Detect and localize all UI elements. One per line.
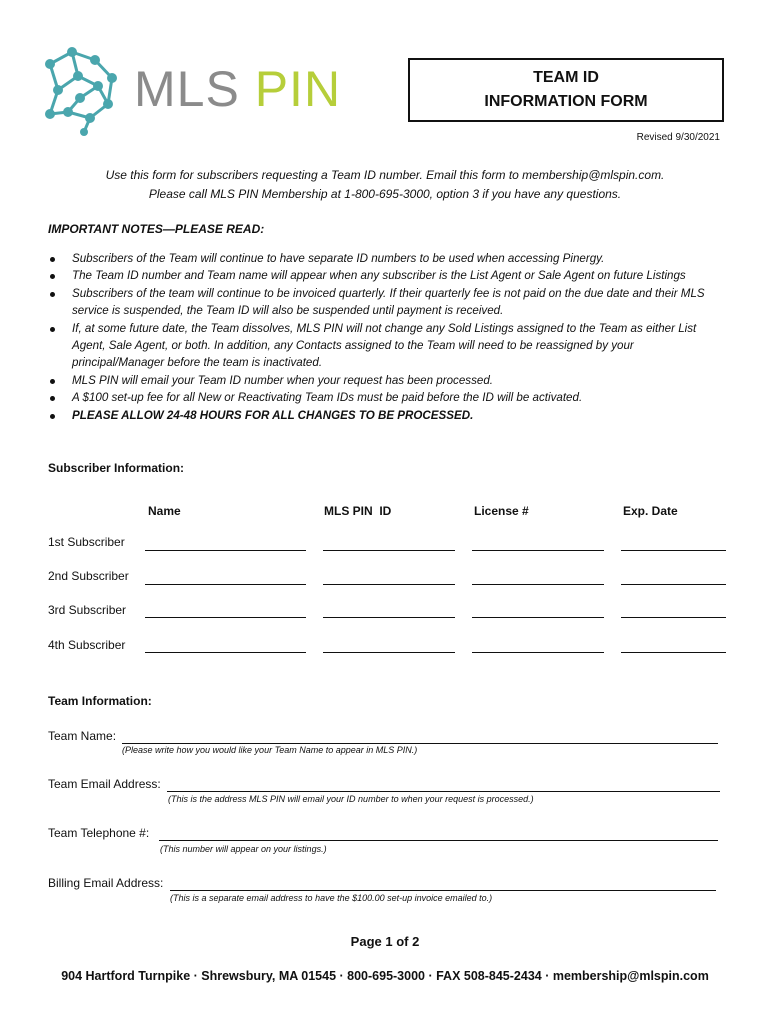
subscriber-4-license-field[interactable] [472,652,604,653]
subscriber-row-label: 1st Subscriber [48,535,125,549]
subscriber-row-label: 4th Subscriber [48,638,126,652]
team-name-hint: (Please write how you would like your Team Name to appear in MLS PIN.) [122,745,418,755]
subscriber-4-exp-date-field[interactable] [621,652,726,653]
note-item: Subscribers of the Team will continue to have separate ID numbers to be used when accessing Pinergy. [48,250,728,267]
logo-wordmark [134,60,341,118]
billing-email-hint: (This is a separate email address to have the $100.00 set-up invoice emailed to.) [170,893,493,903]
column-header-license: License # [474,504,529,518]
logo-pin-text: PIN [239,61,342,117]
subscriber-3-license-field[interactable] [472,617,604,618]
note-item: MLS PIN will email your Team ID number when your request has been processed. [48,372,728,389]
subscriber-2-mls-id-field[interactable] [323,584,455,585]
subscriber-3-exp-date-field[interactable] [621,617,726,618]
subscriber-1-name-field[interactable] [145,550,306,551]
notes-heading: IMPORTANT NOTES—PLEASE READ: [48,222,265,236]
subscriber-3-mls-id-field[interactable] [323,617,455,618]
form-title-line2: INFORMATION FORM [484,93,648,110]
column-header-exp-date: Exp. Date [623,504,678,518]
team-info-heading: Team Information: [48,694,152,708]
team-email-field[interactable] [167,791,720,792]
logo-mls-text: MLS [134,61,240,117]
subscriber-4-name-field[interactable] [145,652,306,653]
subscriber-2-license-field[interactable] [472,584,604,585]
column-header-mls-pin-id: MLS PIN ID [324,504,392,518]
column-header-name: Name [148,504,181,518]
note-item: Subscribers of the team will continue to be invoiced quarterly. If their quarterly fee is not paid on the due date and their MLS service is suspended, the Team ID will also be suspended until payment is received. [48,285,728,320]
bullet-icon [50,379,55,384]
team-name-field[interactable] [122,743,718,744]
team-email-hint: (This is the address MLS PIN will email your ID number to when your request is processed.) [168,794,534,804]
team-name-label: Team Name: [48,729,117,743]
subscriber-row-label: 3rd Subscriber [48,603,127,617]
intro-line-2: Please call MLS PIN Membership at 1-800-695-3000, option 3 if you have any questions. [148,187,622,201]
subscriber-row-label: 2nd Subscriber [48,569,129,583]
subscriber-1-mls-id-field[interactable] [323,550,455,551]
footer-contact: 904 Hartford Turnpike · Shrewsbury, MA 01545 · 800-695-3000 · FAX 508-845-2434 · membership@mlspin.com [61,969,709,983]
subscriber-4-mls-id-field[interactable] [323,652,455,653]
bullet-icon [50,274,55,279]
billing-email-field[interactable] [170,890,716,891]
billing-email-label: Billing Email Address: [48,876,164,890]
subscriber-3-name-field[interactable] [145,617,306,618]
note-item: A $100 set-up fee for all New or Reactivating Team IDs must be paid before the ID will be activated. [48,389,728,406]
team-phone-label: Team Telephone #: [48,826,150,840]
subscriber-1-exp-date-field[interactable] [621,550,726,551]
intro-line-1: Use this form for subscribers requesting a Team ID number. Email this form to membership@mlspin.com. [105,168,665,182]
bullet-icon [50,396,55,401]
note-item: PLEASE ALLOW 24-48 HOURS FOR ALL CHANGES TO BE PROCESSED. [48,407,728,424]
bullet-icon [50,257,55,262]
team-email-label: Team Email Address: [48,777,161,791]
bullet-icon [50,292,55,297]
intro-text [0,166,770,204]
subscriber-1-license-field[interactable] [472,550,604,551]
bullet-icon [50,327,55,332]
note-item: If, at some future date, the Team dissolves, MLS PIN will not change any Sold Listings assigned to the Team as either List Agent, Sale Agent, or both. In addition, any Contacts assigned to the Team will need to be reassigned by your principal/Manager before the team is inactivated. [48,320,728,372]
page-number: Page 1 of 2 [350,934,420,949]
notes-list [48,250,728,424]
revision-date: Revised 9/30/2021 [636,132,720,143]
subscriber-2-name-field[interactable] [145,584,306,585]
form-title-box [408,58,724,122]
team-phone-field[interactable] [159,840,718,841]
form-title-line1: TEAM ID [533,69,599,86]
subscriber-info-heading: Subscriber Information: [48,461,185,475]
note-item: The Team ID number and Team name will appear when any subscriber is the List Agent or Sale Agent on future Listings [48,267,728,284]
team-phone-hint: (This number will appear on your listings.) [160,844,327,854]
subscriber-2-exp-date-field[interactable] [621,584,726,585]
bullet-icon [50,414,55,419]
